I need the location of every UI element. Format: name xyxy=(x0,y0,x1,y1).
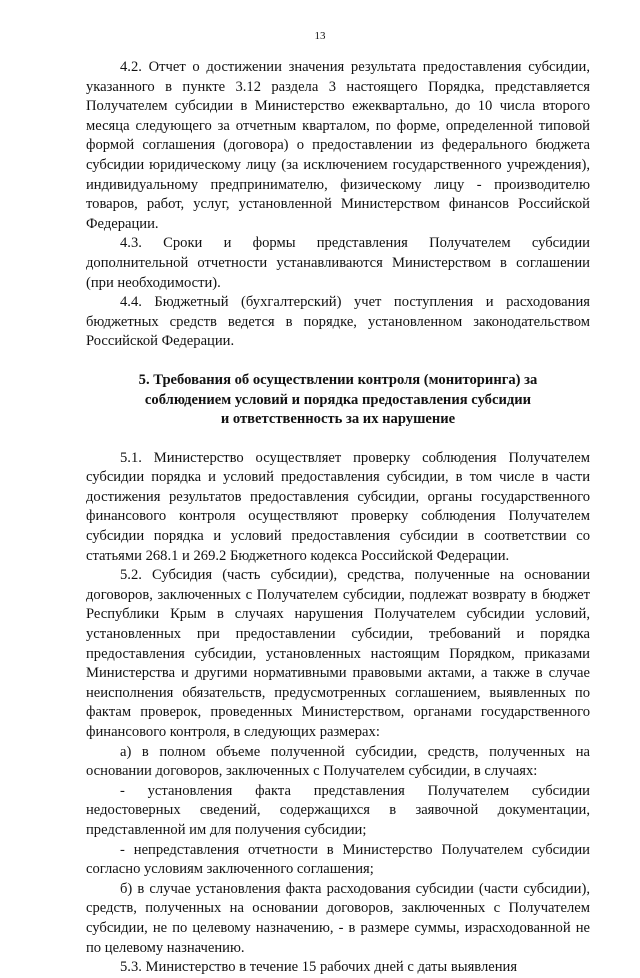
section-heading-line-1: 5. Требования об осуществлении контроля (мониторинга) за xyxy=(138,371,538,388)
paragraph-5-2-a: а) в полном объеме полученной субсидии, средств, полученных на основании договоров, заключенных с Получателем субсидии, в случаях: xyxy=(86,743,590,780)
paragraph-4-3: 4.3. Сроки и формы представления Получателем субсидии дополнительной отчетности устанавливаются Министерством в соглашении (при необходимости). xyxy=(86,235,590,291)
section-5-heading xyxy=(86,371,590,430)
document-body xyxy=(86,58,590,978)
paragraph-4-4: 4.4. Бюджетный (бухгалтерский) учет поступления и расходования бюджетных средств ведется в порядке, установленном законодательством Российской Федерации. xyxy=(86,294,590,350)
paragraph-5-2-a-item-2: - непредставления отчетности в Министерство Получателем субсидии согласно условиям заключенного соглашения; xyxy=(86,841,590,878)
paragraph-5-1: 5.1. Министерство осуществляет проверку соблюдения Получателем субсидии порядка и условий предоставления субсидии, в том числе в части достижения результатов предоставления субсидии, органы государственного финансового контроля осуществляют проверку соблюдения Получателем субсидии порядка и условий предоставления субсидии в соответствии со статьями 268.1 и 269.2 Бюджетного кодекса Российской Федерации. xyxy=(86,449,590,564)
paragraph-5-2-b: б) в случае установления факта расходования субсидии (части субсидии), средств, полученных на основании договоров, заключенных с Получателем субсидии, не по целевому назначению, - в размере суммы, израсходованной не по целевому назначению. xyxy=(86,880,590,956)
section-heading-line-3: и ответственность за их нарушение xyxy=(220,411,456,428)
paragraph-5-2: 5.2. Субсидия (часть субсидии), средства, полученные на основании договоров, заключенных с Получателем субсидии, подлежат возврату в бюджет Республики Крым в случаях нарушения Получателем субсидии условий, установленных при предоставлении субсидии, требований и порядка предоставления субсидии, установленных настоящим Порядком, приказами Министерства и другими нормативными правовыми актами, а также в случае неисполнения обязательств, предусмотренных соглашением, выявленных по фактам проверок, проведенных Министерством, органами государственного финансового контроля, в следующих размерах: xyxy=(86,567,590,740)
paragraph-5-3: 5.3. Министерство в течение 15 рабочих дней с даты выявления xyxy=(120,959,518,976)
paragraph-5-2-a-item-1: - установления факта представления Получателем субсидии недостоверных сведений, содержащихся в заявочной документации, представленной им для получения субсидии; xyxy=(86,782,590,838)
section-heading-line-2: соблюдением условий и порядка предоставления субсидии xyxy=(144,391,532,408)
paragraph-4-2: 4.2. Отчет о достижении значения результата предоставления субсидии, указанного в пункте 3.12 раздела 3 настоящего Порядка, представляется Получателем субсидии в Министерство ежеквартально, до 10 числа второго месяца следующего за отчетным кварталом, по форме, определенной типовой формой соглашения (договора) о предоставлении из федерального бюджета субсидии юридическому лицу (за исключением государственного учреждения), индивидуальному предпринимателю, физическому лицу - производителю товаров, работ, услуг, установленной Министерством финансов Российской Федерации. xyxy=(86,59,590,232)
page-number: 13 xyxy=(314,30,326,42)
